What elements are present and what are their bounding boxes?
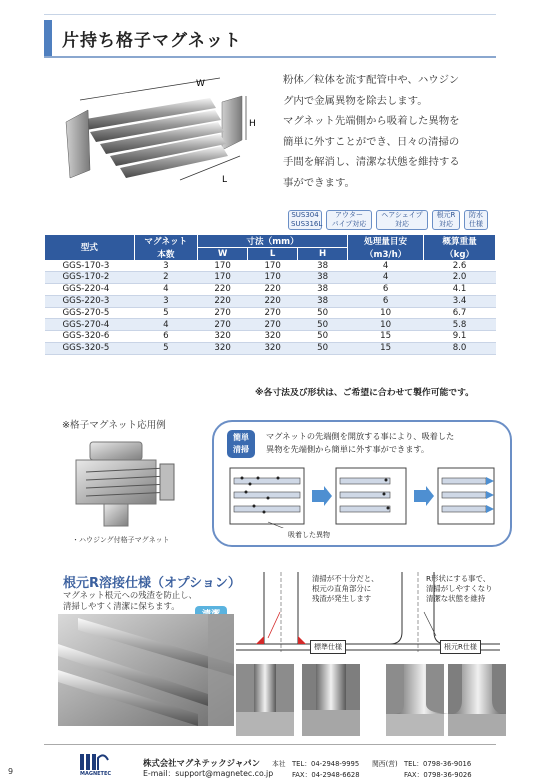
intro-line: グ内で金属異物を除去します。: [283, 94, 428, 107]
th-h: H: [298, 248, 348, 261]
cell-weight: 9.1: [424, 331, 496, 343]
kansai-tel: TEL：0798-36-9016: [404, 760, 472, 768]
easy-clean-text: [266, 430, 454, 456]
panel-line: マグネットの先端側を開放する事により、吸着した: [266, 431, 455, 441]
intro-line: マグネット先端側から吸着した異物を: [283, 115, 460, 128]
cell-flow: 4: [348, 272, 424, 284]
cell-flow: 4: [348, 260, 424, 272]
badge-outer-pipe: [326, 210, 372, 230]
cell-h: 38: [298, 260, 348, 272]
cell-l: 220: [248, 284, 298, 296]
cell-h: 50: [298, 343, 348, 355]
kansai-label: 関西(営): [372, 760, 398, 768]
adsorbed-foreign-matter-label: 吸着した異物: [288, 531, 330, 539]
cell-w: 270: [198, 307, 248, 319]
table-row: [45, 319, 496, 331]
th-magnet-sub: 本数: [134, 248, 197, 261]
badge-text: 防水: [469, 211, 483, 219]
root-r-photo: [58, 614, 234, 726]
spec-table: [44, 234, 496, 355]
cell-weight: 3.4: [424, 295, 496, 307]
badge-sus: [288, 210, 322, 230]
cell-h: 50: [298, 319, 348, 331]
dim-w-label: W: [196, 79, 205, 89]
cell-count: 6: [134, 331, 197, 343]
cmp-line: R形状にする事で、: [426, 574, 491, 583]
cell-weight: 6.7: [424, 307, 496, 319]
tag-text: 簡単: [233, 433, 249, 442]
table-row: [45, 331, 496, 343]
cell-count: 5: [134, 307, 197, 319]
kansai-fax: FAX：0798-36-9026: [404, 771, 472, 779]
cell-weight: 2.0: [424, 272, 496, 284]
cell-model: GGS-220-3: [45, 295, 135, 307]
header-top-rule: [44, 14, 496, 15]
easy-clean-tag: [227, 430, 255, 458]
badge-text: アウター: [335, 211, 363, 219]
header-accent-bar: [44, 20, 52, 56]
dim-h-label: H: [249, 119, 256, 129]
cell-h: 38: [298, 272, 348, 284]
badge-text: SUS316L: [291, 220, 323, 228]
option-desc-line: 清掃しやすく清潔に保ちます。: [63, 601, 180, 611]
cell-w: 220: [198, 284, 248, 296]
cmp-line: 清潔な状態を維持: [426, 594, 486, 603]
intro-line: 簡単に外すことができ、日々の清掃の: [283, 135, 460, 148]
feature-badges: [288, 210, 488, 230]
honsha-tel: TEL：04-2948-9995: [292, 760, 360, 768]
cell-model: GGS-270-5: [45, 307, 135, 319]
cell-weight: 5.8: [424, 319, 496, 331]
cell-w: 320: [198, 331, 248, 343]
r-spec-text: [426, 574, 493, 604]
cmp-line: 残渣が発生します: [312, 594, 372, 603]
table-row: [45, 295, 496, 307]
cell-count: 3: [134, 260, 197, 272]
cell-h: 38: [298, 284, 348, 296]
cell-w: 170: [198, 272, 248, 284]
cell-l: 170: [248, 260, 298, 272]
cell-weight: 4.1: [424, 284, 496, 296]
th-weight-sub: （kg）: [424, 248, 496, 261]
cell-weight: 2.6: [424, 260, 496, 272]
cmp-line: 清掃が不十分だと、: [312, 574, 379, 583]
badge-hair-shape: [376, 210, 428, 230]
cell-w: 320: [198, 343, 248, 355]
badge-text: パイプ対応: [331, 220, 367, 228]
cell-model: GGS-270-4: [45, 319, 135, 331]
comparison-photos: [236, 664, 506, 736]
company-logo: [80, 752, 136, 776]
th-magnet: マグネット: [134, 235, 197, 248]
table-row: [45, 343, 496, 355]
badge-waterproof: [464, 210, 488, 230]
footer-rule: [44, 744, 496, 745]
cell-l: 270: [248, 307, 298, 319]
option-desc-line: マグネット根元への残渣を防止し、: [63, 590, 197, 600]
th-flow: 処理量目安: [348, 235, 424, 248]
housing-magnet-image: [56, 436, 186, 532]
cell-weight: 8.0: [424, 343, 496, 355]
badge-root-r: [432, 210, 460, 230]
badge-text: 仕様: [469, 220, 483, 228]
cell-count: 2: [134, 272, 197, 284]
cell-count: 5: [134, 343, 197, 355]
cell-l: 170: [248, 272, 298, 284]
logo-text: MAGNETEC: [80, 771, 112, 776]
cell-model: GGS-220-4: [45, 284, 135, 296]
cell-flow: 6: [348, 295, 424, 307]
page-number: 9: [8, 767, 14, 776]
badge-text: 根元R: [436, 211, 456, 219]
intro-text: [283, 70, 513, 194]
th-model: 型式: [45, 235, 135, 261]
cell-l: 320: [248, 343, 298, 355]
example-caption: ・ハウジング付格子マグネット: [72, 536, 170, 544]
cell-count: 4: [134, 284, 197, 296]
cell-flow: 6: [348, 284, 424, 296]
panel-line: 異物を先端側から簡単に外す事ができます。: [266, 444, 430, 454]
table-row: [45, 260, 496, 272]
standard-spec-text: [312, 574, 379, 604]
dim-l-label: L: [222, 175, 228, 185]
easy-clean-diagram: [228, 466, 498, 528]
cell-w: 270: [198, 319, 248, 331]
cmp-line: 根元の直角部分に: [312, 584, 372, 593]
honsha-fax: FAX：04-2948-6628: [292, 771, 360, 779]
intro-line: 手間を解消し、清潔な状態を維持する: [283, 156, 460, 169]
cell-l: 220: [248, 295, 298, 307]
th-dims: 寸法（mm）: [198, 235, 348, 248]
badge-text: SUS304: [291, 211, 319, 219]
intro-line: 粉体／粒体を流す配管中や、ハウジン: [283, 74, 460, 86]
table-row: [45, 307, 496, 319]
cell-model: GGS-320-6: [45, 331, 135, 343]
cell-model: GGS-320-5: [45, 343, 135, 355]
option-desc: [63, 590, 197, 612]
cell-flow: 15: [348, 331, 424, 343]
th-weight: 概算重量: [424, 235, 496, 248]
table-row: [45, 284, 496, 296]
intro-line: 事ができます。: [283, 176, 355, 189]
cell-count: 4: [134, 319, 197, 331]
product-illustration: [60, 70, 270, 190]
r-spec-label: 根元R仕様: [440, 640, 481, 654]
th-w: W: [198, 248, 248, 261]
cell-h: 38: [298, 295, 348, 307]
tag-text: 清掃: [233, 445, 249, 454]
example-title: ※格子マグネット応用例: [62, 420, 166, 431]
cell-w: 170: [198, 260, 248, 272]
cell-l: 320: [248, 331, 298, 343]
page-title: 片持ち格子マグネット: [62, 31, 242, 51]
badge-text: ヘアシェイプ: [381, 211, 423, 219]
cell-flow: 10: [348, 307, 424, 319]
cell-h: 50: [298, 331, 348, 343]
table-note: ※各寸法及び形状は、ご希望に合わせて製作可能です。: [255, 388, 474, 398]
table-row: [45, 272, 496, 284]
badge-text: 対応: [439, 220, 453, 228]
option-title: 根元R溶接仕様（オプション）: [63, 576, 241, 591]
badge-text: 対応: [395, 220, 409, 228]
cell-flow: 15: [348, 343, 424, 355]
honsha-label: 本社: [272, 760, 286, 768]
company-email: E-mail：support@magnetec.co.jp: [143, 769, 274, 778]
cell-count: 3: [134, 295, 197, 307]
company-name: 株式会社マグネテックジャパン: [143, 758, 260, 768]
cell-l: 270: [248, 319, 298, 331]
standard-spec-label: 標準仕様: [310, 640, 346, 654]
cell-flow: 10: [348, 319, 424, 331]
cell-h: 50: [298, 307, 348, 319]
cell-model: GGS-170-2: [45, 272, 135, 284]
header-rule: [44, 56, 496, 58]
th-l: L: [248, 248, 298, 261]
th-flow-sub: （m3/h）: [348, 248, 424, 261]
cell-w: 220: [198, 295, 248, 307]
cell-model: GGS-170-3: [45, 260, 135, 272]
cmp-line: 清掃がしやすくなり: [426, 584, 493, 593]
